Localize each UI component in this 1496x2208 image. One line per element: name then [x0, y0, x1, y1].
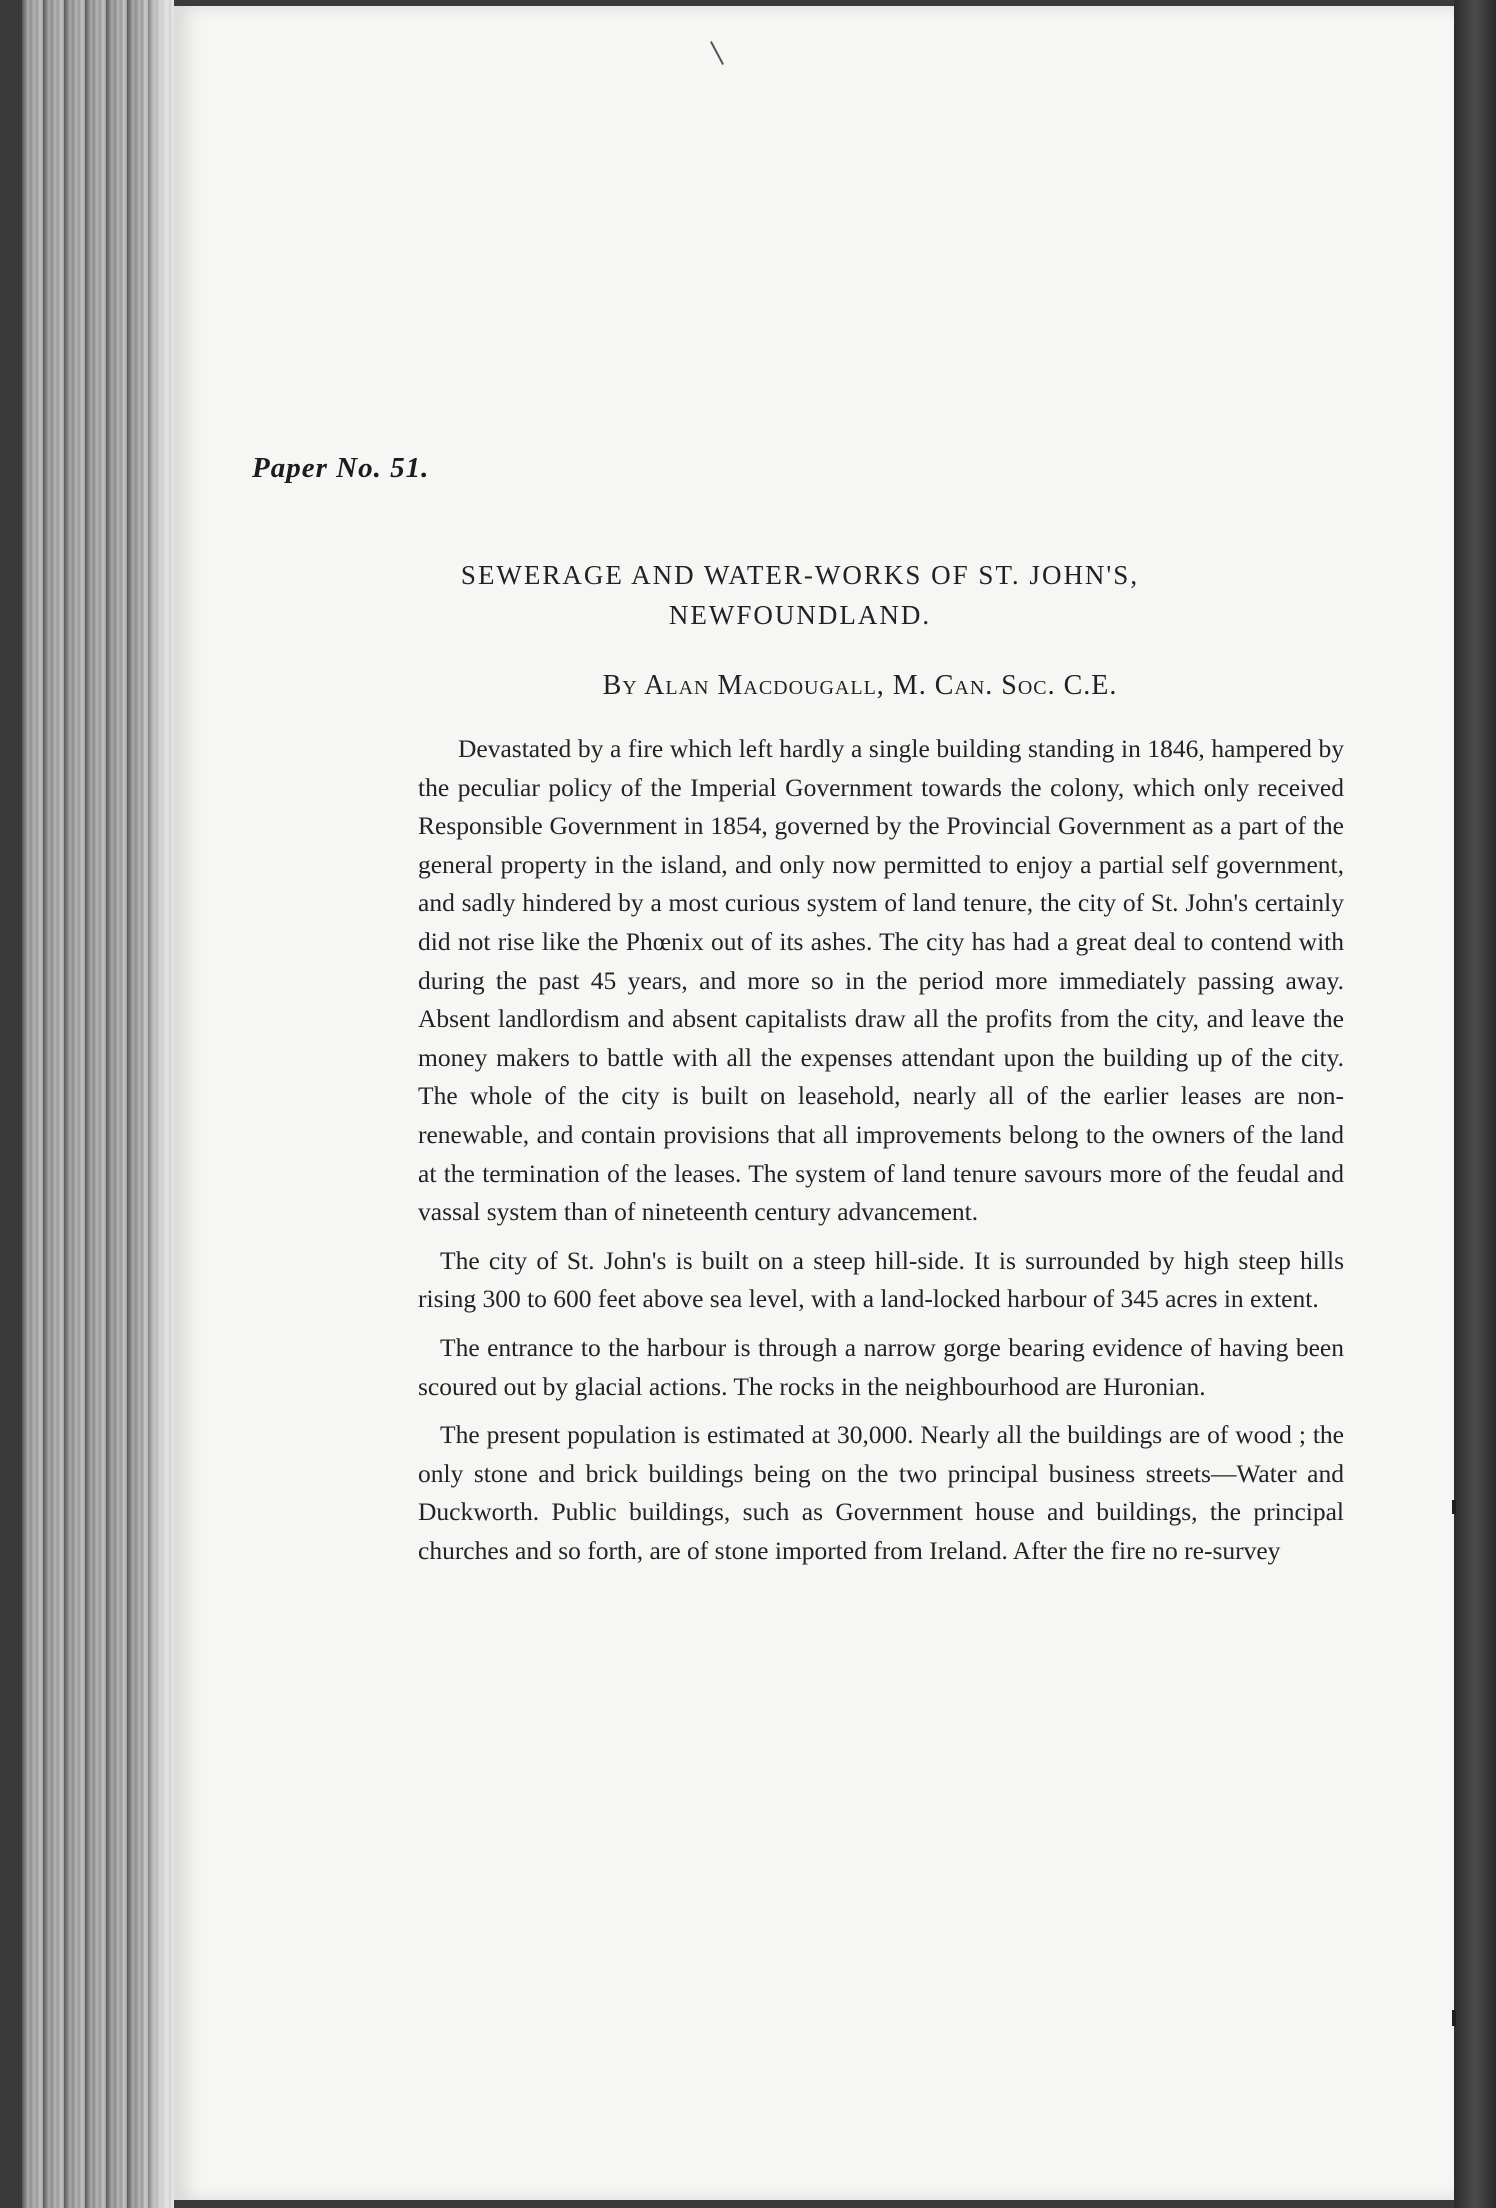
book-page-edges	[22, 0, 174, 2208]
article-title-line-1: SEWERAGE AND WATER-WORKS OF ST. JOHN'S,	[460, 560, 1140, 590]
body-paragraph-2: The city of St. John's is built on a steep hill-side. It is surrounded by high steep hills rising 300 to 600 feet above sea level, with a land-locked harbour of 345 acres in extent.	[418, 1245, 1344, 1314]
body-paragraph-4: The present population is estimated at 30,000. Nearly all the buildings are of wood ; the only stone and brick buildings being on the two principal business streets—Water and Duckworth. Public buildings, such as Government house and buildings, the principal churches and so forth, are of stone imported from Ireland. After the fire no re-survey	[418, 1420, 1344, 1565]
article-body	[418, 730, 1344, 1580]
article-title	[300, 555, 1300, 635]
article-title-line-2: NEWFOUNDLAND.	[668, 600, 932, 630]
scan-mark	[1452, 1500, 1456, 1514]
body-paragraph-3: The entrance to the harbour is through a narrow gorge bearing evidence of having been scoured out by glacial actions. The rocks in the neighbourhood are Huronian.	[418, 1332, 1344, 1401]
scan-mark	[1452, 2010, 1456, 2026]
scan-right-edge	[1454, 0, 1496, 2208]
paper-number-label: Paper No. 51.	[252, 452, 430, 484]
body-paragraph-1: Devastated by a fire which left hardly a single building standing in 1846, hampered by the peculiar policy of the Imperial Government towards the colony, which only received Responsible Government in 1854, governed by the Provincial Government as a part of the general property in the island, and only now permitted to enjoy a partial self government, and sadly hindered by a most curious system of land tenure, the city of St. John's certainly did not rise like the Phœnix out of its ashes. The city has had a great deal to contend with during the past 45 years, and more so in the period more immediately passing away. Absent landlordism and absent capitalists draw all the profits from the city, and leave the money makers to battle with all the expenses attendant upon the building up of the city. The whole of the city is built on leasehold, nearly all of the earlier leases are non-renewable, and contain provisions that all improvements belong to the owners of the land at the termination of the leases. The system of land tenure savours more of the feudal and vassal system than of nineteenth century advancement.	[418, 734, 1344, 1227]
author-byline: By Alan Macdougall, M. Can. Soc. C.E.	[602, 670, 1118, 701]
